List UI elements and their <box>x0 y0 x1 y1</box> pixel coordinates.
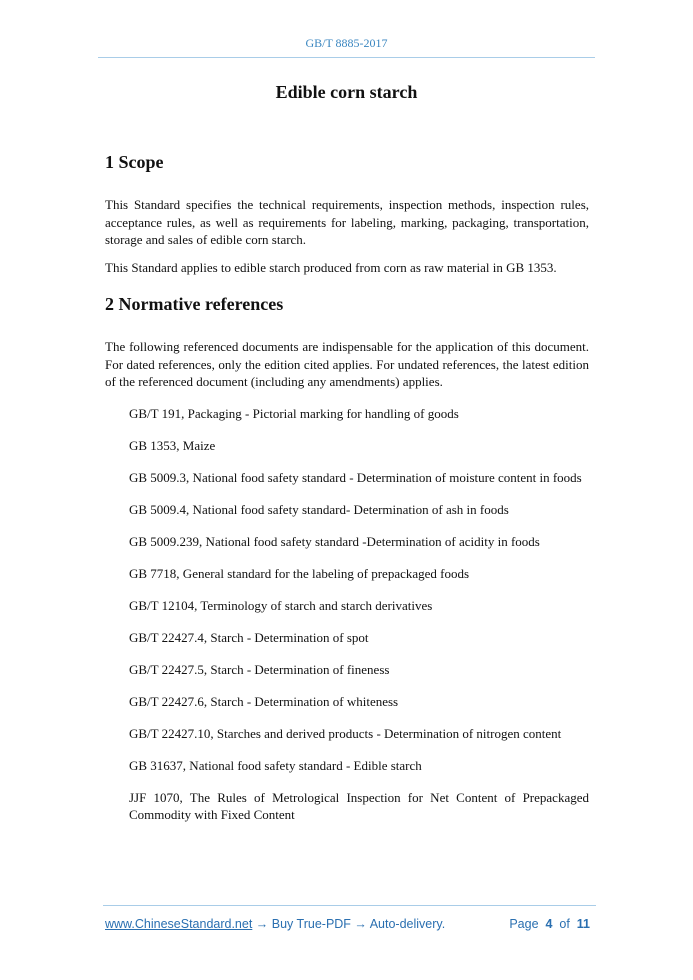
reference-item: GB/T 22427.5, Starch - Determination of fineness <box>129 661 390 677</box>
section-scope <box>105 150 589 276</box>
reference-item: GB 1353, Maize <box>129 437 216 453</box>
reference-item: GB 7718, General standard for the labeling of prepackaged foods <box>129 565 470 581</box>
reference-item: JJF 1070, The Rules of Metrological Inspection for Net Content of Prepackaged Commodity with Fixed Content <box>129 789 589 822</box>
header-divider <box>98 57 595 58</box>
scope-paragraph: This Standard applies to edible starch produced from corn as raw material in GB 1353. <box>105 259 557 275</box>
reference-item: GB 5009.4, National food safety standard- Determination of ash in foods <box>129 501 509 517</box>
section-heading: 1 Scope <box>105 152 164 172</box>
current-page: 4 <box>545 917 553 931</box>
document-body <box>105 150 589 824</box>
reference-item: GB 5009.239, National food safety standard -Determination of acidity in foods <box>129 533 540 549</box>
total-pages: 11 <box>576 917 590 931</box>
standard-code-header: GB/T 8885-2017 <box>305 36 388 50</box>
of-label: of <box>559 917 570 931</box>
scope-paragraph: This Standard specifies the technical requirements, inspection methods, inspection rules, acceptance rules, as well as requirements for labeling, marking, packaging, transportation, storage and sales of edible corn starch. <box>105 197 589 247</box>
footer-divider <box>103 905 596 906</box>
reference-item: GB/T 22427.6, Starch - Determination of whiteness <box>129 693 399 709</box>
reference-item: GB/T 22427.10, Starches and derived products - Determination of nitrogen content <box>129 725 562 741</box>
reference-item: GB/T 191, Packaging - Pictorial marking for handling of goods <box>129 405 459 421</box>
section-heading: 2 Normative references <box>105 294 284 314</box>
reference-item: GB 31637, National food safety standard - Edible starch <box>129 757 422 773</box>
section-normative-references <box>105 292 589 824</box>
reference-item: GB 5009.3, National food safety standard - Determination of moisture content in foods <box>129 469 582 485</box>
page-label: Page <box>509 917 539 931</box>
footer-promo <box>105 917 445 931</box>
references-intro-paragraph: The following referenced documents are indispensable for the application of this document. For dated references, only the edition cited applies. For undated references, the latest edition of the referenced document (including any amendments) applies. <box>105 339 589 389</box>
reference-item: GB/T 12104, Terminology of starch and starch derivatives <box>129 597 433 613</box>
reference-list <box>105 405 589 824</box>
page-number <box>509 917 590 931</box>
document-title: Edible corn starch <box>275 82 418 102</box>
page-footer <box>105 917 590 931</box>
chinesestandard-link[interactable]: www.ChineseStandard.net <box>105 917 253 931</box>
reference-item: GB/T 22427.4, Starch - Determination of spot <box>129 629 369 645</box>
footer-promo-text: → Buy True-PDF → Auto-delivery. <box>252 917 446 931</box>
